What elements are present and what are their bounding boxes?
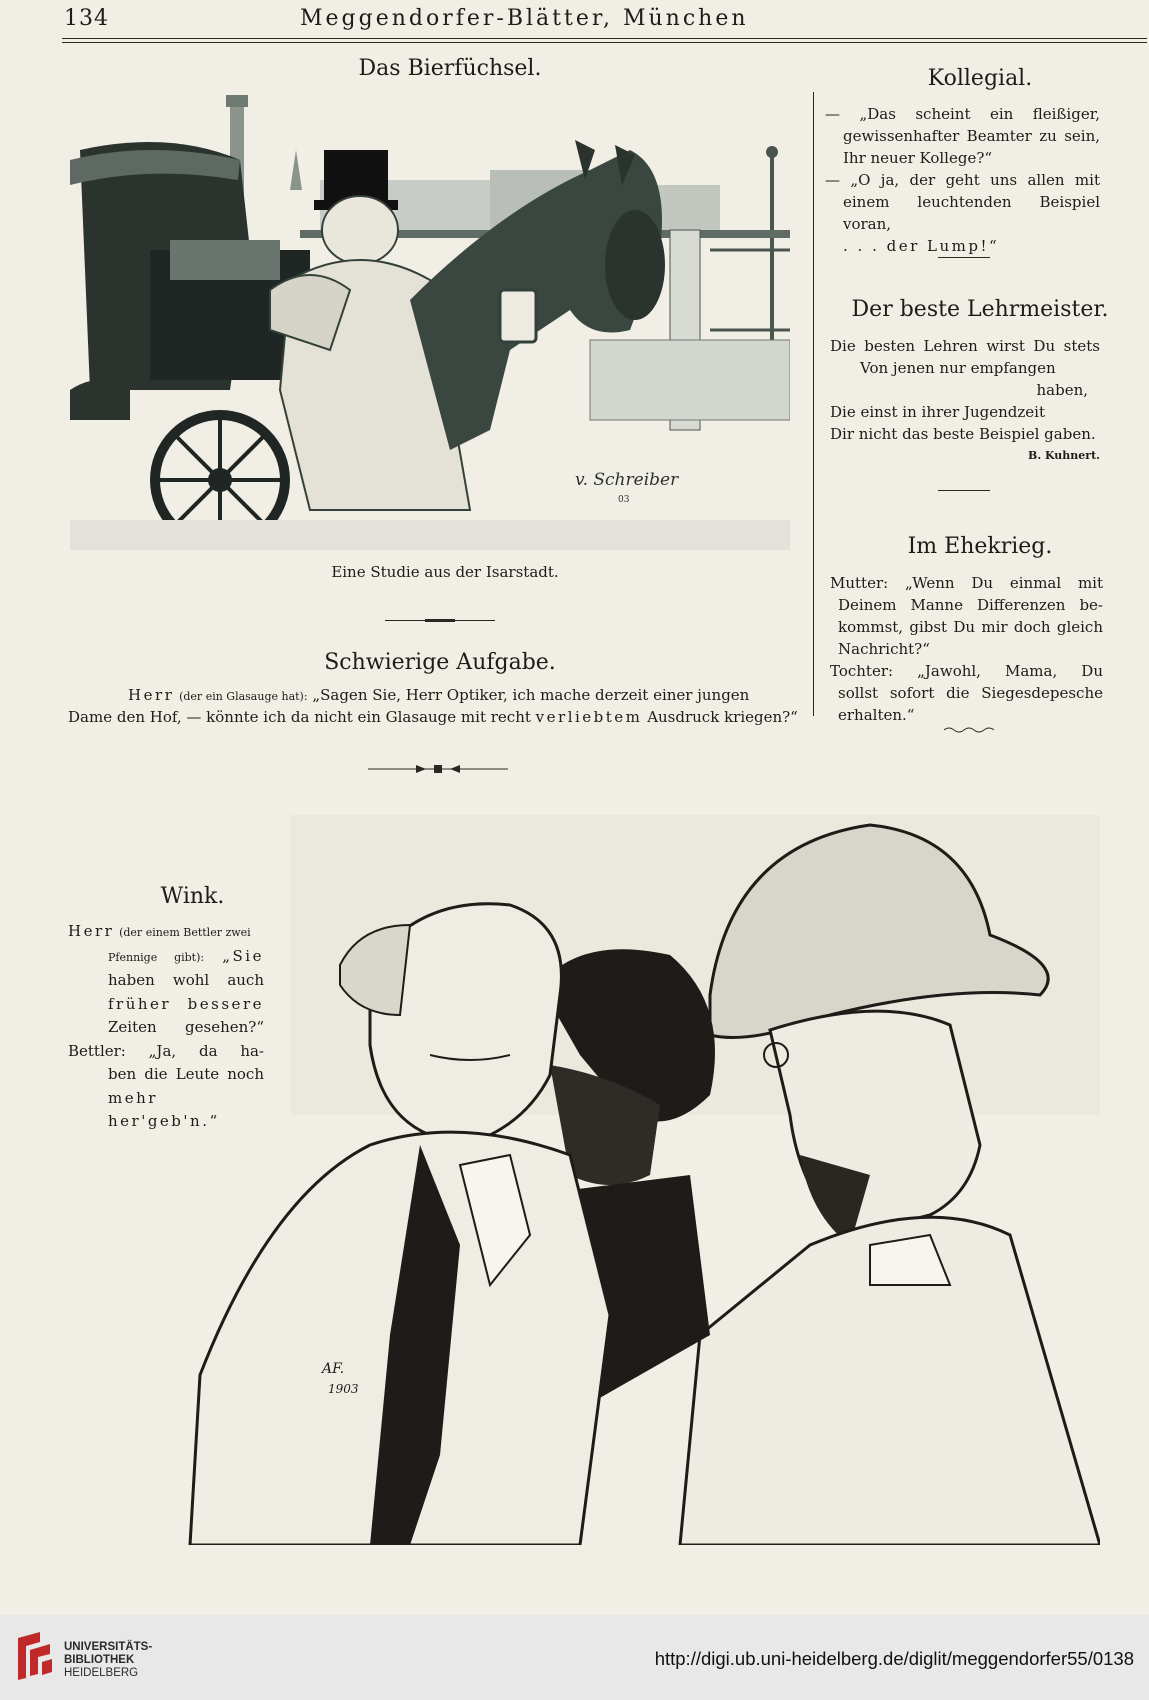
ehekrieg-line: Tochter: „Jawohl, Mama, Du (830, 662, 1103, 680)
wink-speaker-note-1: (der einem Bettler zwei (119, 926, 251, 939)
wink-line: Bettler: „Ja, da ha- (68, 1041, 264, 1060)
library-logo-icon (14, 1628, 54, 1684)
lehrmeister-title: Der beste Lehrmeister. (851, 297, 1109, 322)
illustrator-year-bottom: 1903 (328, 1382, 359, 1396)
wink-line: Zeiten gesehen?“ (108, 1018, 264, 1036)
ehekrieg-line: kommst, gibst Du mir doch gleich (838, 618, 1103, 636)
aufgabe-text-2a: Dame den Hof, — könnte ich da nicht ein Glasauge mit recht (68, 708, 531, 726)
header-rule (62, 38, 1147, 39)
page-number: 134 (64, 6, 109, 31)
illustrator-signature-top: v. Schreiber (575, 470, 679, 490)
poem-line: Von jenen nur empfangen (860, 359, 1056, 377)
aufgabe-text-2b: Ausdruck kriegen?“ (647, 708, 798, 726)
column-rule (813, 92, 814, 716)
ehekrieg-title: Im Ehekrieg. (907, 534, 1053, 559)
library-name (64, 1641, 152, 1680)
bierfuechsel-title: Das Bierfüchsel. (358, 56, 542, 81)
kollegial-line: Ihr neuer Kollege?“ (843, 149, 993, 167)
lehrmeister-poem (830, 335, 1100, 467)
kollegial-text (825, 103, 1100, 257)
wink-title: Wink. (160, 884, 225, 909)
ehekrieg-line: Deinem Manne Differenzen be- (838, 596, 1103, 614)
poem-line: Die besten Lehren wirst Du stets (830, 337, 1100, 355)
library-name-line: HEIDELBERG (64, 1667, 139, 1679)
aufgabe-line-2 (68, 706, 808, 728)
wink-line: mehr her'geb'n.“ (108, 1088, 220, 1130)
ehekrieg-text (830, 572, 1103, 726)
aufgabe-text-1: „Sagen Sie, Herr Optiker, ich mache derzeit einer jungen (312, 686, 750, 704)
ehekrieg-line: Nachricht?“ (838, 640, 930, 658)
poem-line: Dir nicht das beste Beispiel gaben. (830, 425, 1096, 443)
three-men-illustration (110, 815, 1100, 1545)
wink-line: haben wohl auch (108, 971, 264, 989)
kollegial-line: . . . der Lump!“ (843, 237, 1000, 255)
aufgabe-title: Schwierige Aufgabe. (324, 650, 556, 675)
kollegial-title: Kollegial. (927, 66, 1033, 91)
poem-line: haben, (1036, 381, 1088, 399)
wink-line: früher bessere (108, 994, 264, 1013)
ehekrieg-line: Mutter: „Wenn Du einmal mit (830, 574, 1103, 592)
kollegial-line: — „Das scheint ein fleißiger, (825, 105, 1100, 123)
kollegial-line: gewissenhafter Beamter zu sein, (843, 127, 1100, 145)
running-title: Meggendorfer-Blätter, München (300, 6, 749, 31)
aufgabe-speaker: Herr (128, 686, 175, 704)
illustrator-signature-bottom: AF. (322, 1361, 345, 1377)
poem-line: Die einst in ihrer Jugendzeit (830, 403, 1045, 421)
ehekrieg-line: erhalten.“ (838, 706, 915, 724)
wink-text-0: „Sie (222, 946, 264, 965)
wink-line: ben die Leute noch (108, 1065, 264, 1083)
cab-horse-illustration (70, 90, 790, 550)
source-url-link[interactable]: http://digi.ub.uni-heidelberg.de/diglit/meggendorfer55/0138 (654, 1648, 1134, 1669)
bierfuechsel-caption: Eine Studie aus der Isarstadt. (331, 563, 559, 581)
poem-author: B. Kuhnert. (1028, 449, 1100, 462)
separator-center (425, 619, 455, 622)
wink-speaker-note-2: Pfennige gibt): (108, 950, 205, 964)
library-name-line: UNIVERSITÄTS- (64, 1641, 153, 1653)
separator-line (938, 257, 990, 258)
aufgabe-text-emph: verliebtem (535, 708, 643, 726)
separator-line (938, 490, 990, 491)
aufgabe-line-1 (128, 684, 808, 708)
wavy-end-mark (944, 726, 994, 734)
illustrator-year-top: 03 (618, 495, 630, 505)
aufgabe-speaker-note: (der ein Glasauge hat): (179, 690, 308, 703)
wink-speaker: Herr (68, 922, 115, 940)
ornamental-separator (368, 762, 508, 776)
kollegial-line: einem leuchtenden Beispiel voran, (843, 193, 1100, 233)
library-name-line: BIBLIOTHEK (64, 1654, 135, 1666)
kollegial-line: — „O ja, der geht uns allen mit (825, 171, 1100, 189)
ehekrieg-line: sollst sofort die Siegesdepesche (838, 684, 1103, 702)
header-rule-double (62, 42, 1147, 43)
